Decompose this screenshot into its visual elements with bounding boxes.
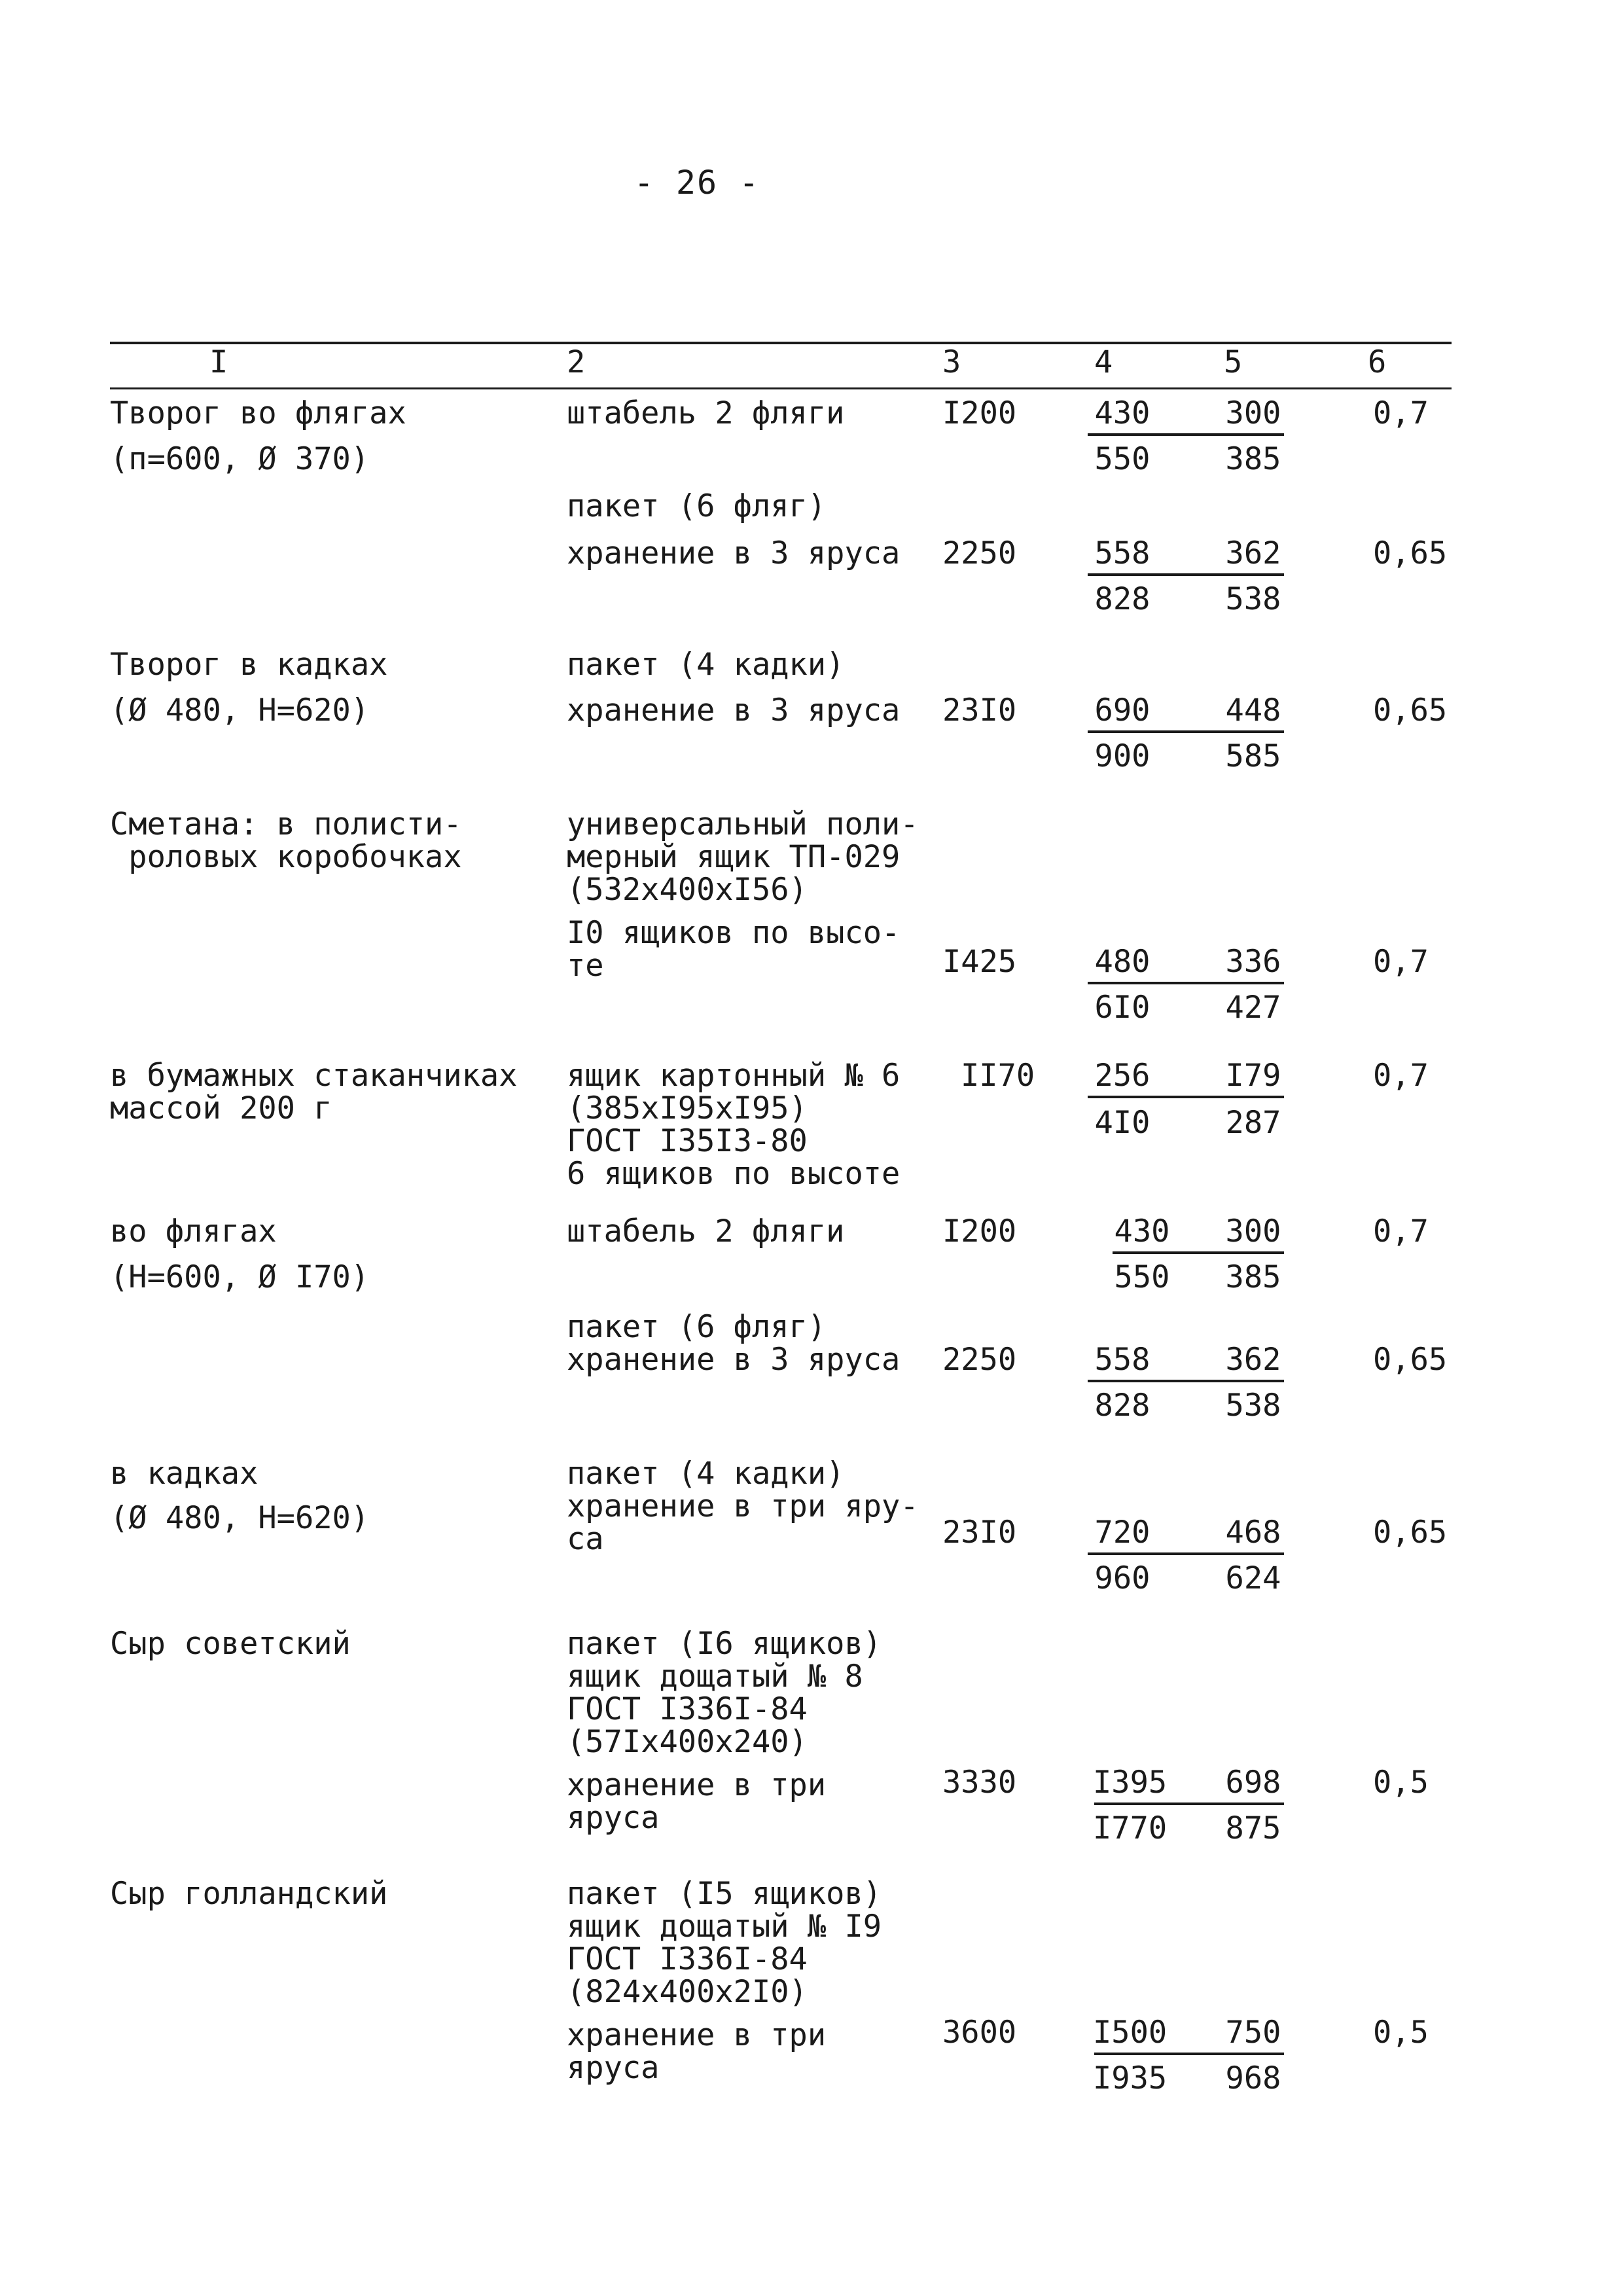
row-4-name-0: во флягах	[110, 1213, 277, 1249]
row-0-sub-0-d5: 385	[1225, 441, 1281, 477]
row-0-sub-0-desc-0: штабель 2 фляги	[567, 395, 845, 431]
row-5-sub-0-d4: 960	[1094, 1560, 1150, 1596]
header-col-6: 6	[1368, 344, 1387, 380]
row-7-sub-0-desc-0: пакет (I5 ящиков)	[567, 1876, 882, 1912]
row-4-sub-0-d5: 385	[1225, 1259, 1281, 1295]
row-6-sub-0-desc-0: пакет (I6 ящиков)	[567, 1626, 882, 1662]
row-2-sub-1-d4: 6I0	[1094, 990, 1150, 1026]
row-2-sub-1-fraction-line	[1088, 982, 1284, 984]
row-2-sub-1-c6: 0,7	[1373, 944, 1429, 980]
row-2-sub-1-d5: 427	[1225, 990, 1281, 1026]
row-3-name-1: массой 200 г	[110, 1090, 332, 1126]
row-2-sub-0-desc-0: универсальный поли-	[567, 806, 919, 842]
row-1-sub-0-d5: 585	[1225, 738, 1281, 774]
row-3-sub-0-desc-0: ящик картонный № 6	[567, 1058, 901, 1094]
row-1-sub-0-desc-1: хранение в 3 яруса	[567, 692, 901, 728]
row-3-sub-0-c6: 0,7	[1373, 1058, 1429, 1094]
row-0-name-1: (п=600, Ø 370)	[110, 441, 370, 477]
row-6-sub-1-desc-1: яруса	[567, 1800, 660, 1836]
row-7-sub-1-c3: 3600	[942, 2015, 1017, 2051]
row-2-sub-1-n4: 480	[1094, 944, 1150, 980]
row-4-sub-1-n4: 558	[1094, 1342, 1150, 1378]
row-3-sub-0-desc-1: (385хI95хI95)	[567, 1090, 808, 1126]
row-6-sub-1-fraction-line	[1094, 1803, 1284, 1805]
table-header-rule	[110, 387, 1452, 389]
header-col-2: 2	[567, 344, 586, 380]
row-6-sub-1-c6: 0,5	[1373, 1765, 1429, 1801]
row-1-sub-0-n5: 448	[1225, 692, 1281, 728]
row-1-sub-0-d4: 900	[1094, 738, 1150, 774]
row-0-sub-0-fraction-line	[1088, 433, 1284, 436]
row-4-sub-1-c3: 2250	[942, 1342, 1017, 1378]
row-3-sub-0-fraction-line	[1088, 1096, 1284, 1098]
row-6-name-0: Сыр советский	[110, 1626, 351, 1662]
row-2-sub-1-desc-1: те	[567, 948, 604, 984]
row-6-sub-1-d4: I770	[1093, 1810, 1168, 1846]
row-3-sub-0-n4: 256	[1094, 1058, 1150, 1094]
row-7-sub-0-desc-1: ящик дощатый № I9	[567, 1909, 882, 1945]
row-6-sub-0-desc-2: ГОСТ I336I-84	[567, 1691, 808, 1727]
row-7-sub-1-desc-0: хранение в три	[567, 2017, 827, 2053]
row-1-name-0: Творог в кадках	[110, 647, 388, 683]
row-4-sub-1-d4: 828	[1094, 1388, 1150, 1424]
row-6-sub-0-desc-3: (57Iх400х240)	[567, 1724, 808, 1760]
row-2-sub-0-desc-2: (532х400хI56)	[567, 872, 808, 908]
row-6-sub-0-desc-1: ящик дощатый № 8	[567, 1659, 863, 1695]
row-6-sub-1-n5: 698	[1225, 1765, 1281, 1801]
row-3-sub-0-d4: 4I0	[1094, 1105, 1150, 1141]
row-0-sub-1-n5: 362	[1225, 535, 1281, 571]
row-4-sub-0-fraction-line	[1113, 1251, 1284, 1254]
row-6-sub-1-n4: I395	[1093, 1765, 1168, 1801]
row-1-sub-0-c6: 0,65	[1373, 692, 1448, 728]
row-7-sub-1-d5: 968	[1225, 2060, 1281, 2096]
row-7-sub-1-fraction-line	[1094, 2053, 1284, 2055]
row-0-sub-1-n4: 558	[1094, 535, 1150, 571]
row-4-sub-1-d5: 538	[1225, 1388, 1281, 1424]
row-0-sub-1-c6: 0,65	[1373, 535, 1448, 571]
row-0-sub-0-c3: I200	[942, 395, 1017, 431]
row-7-sub-1-d4: I935	[1093, 2060, 1168, 2096]
row-3-sub-0-desc-2: ГОСТ I35I3-80	[567, 1123, 808, 1159]
row-0-sub-0-n4: 430	[1094, 395, 1150, 431]
table-top-rule	[110, 342, 1452, 344]
row-2-sub-1-c3: I425	[942, 944, 1017, 980]
row-0-sub-0-c6: 0,7	[1373, 395, 1429, 431]
row-7-name-0: Сыр голландский	[110, 1876, 388, 1912]
row-0-sub-0-n5: 300	[1225, 395, 1281, 431]
row-4-sub-1-n5: 362	[1225, 1342, 1281, 1378]
row-5-sub-0-n4: 720	[1094, 1515, 1150, 1551]
row-4-sub-1-fraction-line	[1088, 1380, 1284, 1382]
header-col-3: 3	[942, 344, 961, 380]
row-3-sub-0-d5: 287	[1225, 1105, 1281, 1141]
row-7-sub-1-desc-1: яруса	[567, 2050, 660, 2086]
row-4-sub-0-c6: 0,7	[1373, 1213, 1429, 1249]
row-4-sub-0-c3: I200	[942, 1213, 1017, 1249]
row-0-sub-0-d4: 550	[1094, 441, 1150, 477]
row-1-sub-0-n4: 690	[1094, 692, 1150, 728]
row-7-sub-1-n4: I500	[1093, 2015, 1168, 2051]
row-5-sub-0-fraction-line	[1088, 1552, 1284, 1555]
header-col-1: I	[209, 344, 228, 380]
row-5-sub-0-d5: 624	[1225, 1560, 1281, 1596]
row-4-sub-1-desc-1: хранение в 3 яруса	[567, 1342, 901, 1378]
row-1-sub-0-c3: 23I0	[942, 692, 1017, 728]
row-5-sub-0-desc-0: пакет (4 кадки)	[567, 1456, 845, 1492]
row-3-sub-0-c3: II70	[961, 1058, 1035, 1094]
row-4-sub-0-d4: 550	[1114, 1259, 1170, 1295]
row-6-sub-1-desc-0: хранение в три	[567, 1767, 827, 1803]
row-7-sub-0-desc-3: (824х400х2I0)	[567, 1974, 808, 2010]
row-6-sub-1-d5: 875	[1225, 1810, 1281, 1846]
row-6-sub-1-c3: 3330	[942, 1765, 1017, 1801]
row-5-name-1: (Ø 480, Н=620)	[110, 1500, 370, 1536]
header-col-5: 5	[1224, 344, 1243, 380]
row-5-sub-0-desc-2: са	[567, 1521, 604, 1557]
row-0-sub-1-desc-0: пакет (6 фляг)	[567, 488, 827, 524]
page-number: - 26 -	[633, 164, 760, 202]
row-5-sub-0-desc-1: хранение в три яру-	[567, 1488, 919, 1524]
row-4-name-1: (Н=600, Ø I70)	[110, 1259, 370, 1295]
row-3-sub-0-n5: I79	[1225, 1058, 1281, 1094]
row-2-sub-1-desc-0: I0 ящиков по высо-	[567, 915, 901, 951]
row-4-sub-0-desc-0: штабель 2 фляги	[567, 1213, 845, 1249]
row-5-sub-0-c3: 23I0	[942, 1515, 1017, 1551]
row-4-sub-1-c6: 0,65	[1373, 1342, 1448, 1378]
row-5-sub-0-n5: 468	[1225, 1515, 1281, 1551]
row-1-sub-0-fraction-line	[1088, 730, 1284, 733]
header-col-4: 4	[1094, 344, 1113, 380]
row-0-sub-1-d5: 538	[1225, 581, 1281, 617]
row-4-sub-0-n5: 300	[1225, 1213, 1281, 1249]
row-0-sub-1-desc-1: хранение в 3 яруса	[567, 535, 901, 571]
row-3-name-0: в бумажных стаканчиках	[110, 1058, 518, 1094]
row-7-sub-1-n5: 750	[1225, 2015, 1281, 2051]
row-0-sub-1-d4: 828	[1094, 581, 1150, 617]
row-2-name-0: Сметана: в полисти-	[110, 806, 462, 842]
row-2-sub-0-desc-1: мерный ящик ТП-029	[567, 839, 901, 875]
row-2-name-1: роловых коробочках	[110, 839, 462, 875]
row-0-name-0: Творог во флягах	[110, 395, 406, 431]
row-4-sub-0-n4: 430	[1114, 1213, 1170, 1249]
row-5-name-0: в кадках	[110, 1456, 259, 1492]
row-4-sub-1-desc-0: пакет (6 фляг)	[567, 1309, 827, 1345]
row-3-sub-0-desc-3: 6 ящиков по высоте	[567, 1156, 901, 1192]
row-0-sub-1-c3: 2250	[942, 535, 1017, 571]
row-5-sub-0-c6: 0,65	[1373, 1515, 1448, 1551]
row-1-sub-0-desc-0: пакет (4 кадки)	[567, 647, 845, 683]
row-0-sub-1-fraction-line	[1088, 573, 1284, 576]
row-1-name-1: (Ø 480, Н=620)	[110, 692, 370, 728]
row-7-sub-0-desc-2: ГОСТ I336I-84	[567, 1941, 808, 1977]
row-7-sub-1-c6: 0,5	[1373, 2015, 1429, 2051]
row-2-sub-1-n5: 336	[1225, 944, 1281, 980]
